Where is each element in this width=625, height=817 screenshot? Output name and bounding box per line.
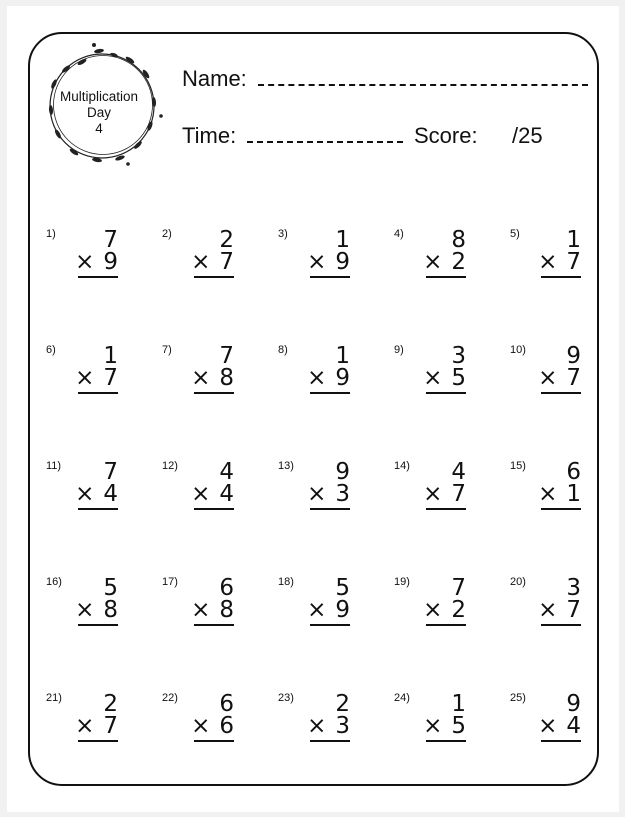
multiplier: 7 [451, 481, 466, 507]
multiplicand: 9 [566, 691, 581, 717]
answer-line [78, 624, 118, 626]
multiplicand: 6 [566, 459, 581, 485]
answer-line [310, 624, 350, 626]
multiplier-row [307, 366, 350, 390]
problem-number: 16) [46, 576, 62, 588]
problem-item [278, 692, 350, 762]
badge-day: Day [86, 105, 111, 120]
problem-number: 11) [46, 460, 62, 472]
times-sign: × [191, 597, 211, 623]
multiplier: 7 [103, 713, 118, 739]
problem-number: 20) [510, 576, 526, 588]
times-sign: × [423, 713, 443, 739]
multiplier: 8 [219, 365, 234, 391]
multiplier: 5 [451, 713, 466, 739]
problem-item [162, 344, 234, 414]
multiplicand: 4 [451, 459, 466, 485]
problem-item [510, 692, 581, 762]
times-sign: × [75, 481, 95, 507]
problem-item [46, 692, 118, 762]
problem-number: 21) [46, 692, 62, 704]
multiplier-row [75, 714, 118, 738]
multiplicand: 8 [451, 227, 466, 253]
problem-item [278, 576, 350, 646]
problem-item [46, 460, 118, 530]
multiplier-row [75, 598, 118, 622]
multiplicand: 1 [566, 227, 581, 253]
times-sign: × [75, 713, 95, 739]
multiplier: 7 [103, 365, 118, 391]
multiplicand: 1 [451, 691, 466, 717]
multiplicand: 5 [335, 575, 350, 601]
multiplier: 4 [566, 713, 581, 739]
problem-number: 7) [162, 344, 172, 356]
score-total: /25 [512, 123, 543, 148]
multiplicand: 9 [335, 459, 350, 485]
answer-line [78, 508, 118, 510]
problem-item [510, 228, 581, 298]
multiplicand: 6 [219, 691, 234, 717]
name-label: Name: [182, 66, 247, 91]
multiplicand: 7 [103, 459, 118, 485]
multiplier-row [307, 714, 350, 738]
answer-line [78, 276, 118, 278]
answer-line [541, 392, 581, 394]
multiplier: 5 [451, 365, 466, 391]
problem-item [394, 228, 466, 298]
problem-item [278, 344, 350, 414]
answer-line [310, 276, 350, 278]
name-field[interactable] [258, 84, 588, 86]
problem-number: 10) [510, 344, 526, 356]
multiplier: 2 [451, 597, 466, 623]
multiplicand: 3 [451, 343, 466, 369]
day-badge [44, 89, 154, 137]
problem-number: 23) [278, 692, 294, 704]
answer-line [541, 276, 581, 278]
multiplicand: 5 [103, 575, 118, 601]
multiplier: 6 [219, 713, 234, 739]
multiplier: 4 [103, 481, 118, 507]
multiplicand: 9 [566, 343, 581, 369]
times-sign: × [423, 481, 443, 507]
multiplier-row [75, 250, 118, 274]
answer-line [426, 392, 466, 394]
multiplier-row [191, 714, 234, 738]
times-sign: × [191, 365, 211, 391]
times-sign: × [307, 365, 327, 391]
times-sign: × [75, 249, 95, 275]
problem-number: 4) [394, 228, 404, 240]
time-field[interactable] [247, 141, 403, 143]
problem-item [162, 692, 234, 762]
multiplicand: 7 [219, 343, 234, 369]
multiplier: 7 [566, 365, 581, 391]
multiplier-row [307, 482, 350, 506]
problem-number: 9) [394, 344, 404, 356]
problem-item [278, 460, 350, 530]
answer-line [541, 740, 581, 742]
answer-line [194, 740, 234, 742]
badge-number: 4 [95, 121, 103, 136]
multiplier: 9 [103, 249, 118, 275]
multiplier-row [191, 250, 234, 274]
problem-item [162, 228, 234, 298]
problem-item [46, 228, 118, 298]
time-label: Time: [182, 123, 237, 148]
answer-line [194, 392, 234, 394]
answer-line [310, 392, 350, 394]
multiplier: 2 [451, 249, 466, 275]
times-sign: × [191, 713, 211, 739]
problem-number: 2) [162, 228, 172, 240]
problem-number: 6) [46, 344, 56, 356]
problem-number: 3) [278, 228, 288, 240]
times-sign: × [423, 365, 443, 391]
problem-item [46, 344, 118, 414]
answer-line [426, 624, 466, 626]
multiplier-row [75, 482, 118, 506]
problem-item [510, 576, 581, 646]
problem-number: 13) [278, 460, 294, 472]
multiplicand: 4 [219, 459, 234, 485]
multiplier-row [423, 250, 466, 274]
multiplier-row [423, 482, 466, 506]
problem-number: 22) [162, 692, 178, 704]
answer-line [426, 508, 466, 510]
times-sign: × [538, 365, 558, 391]
multiplier-row [307, 250, 350, 274]
problem-item [278, 228, 350, 298]
answer-line [310, 508, 350, 510]
multiplier: 7 [566, 249, 581, 275]
answer-line [194, 624, 234, 626]
problem-number: 14) [394, 460, 410, 472]
multiplicand: 6 [219, 575, 234, 601]
answer-line [541, 508, 581, 510]
problem-item [162, 576, 234, 646]
times-sign: × [191, 481, 211, 507]
problem-item [394, 460, 466, 530]
times-sign: × [538, 597, 558, 623]
times-sign: × [75, 597, 95, 623]
multiplier-row [538, 598, 581, 622]
multiplier-row [423, 366, 466, 390]
answer-line [426, 740, 466, 742]
times-sign: × [307, 713, 327, 739]
times-sign: × [307, 249, 327, 275]
problem-item [394, 692, 466, 762]
answer-line [310, 740, 350, 742]
multiplier-row [191, 366, 234, 390]
multiplier-row [538, 366, 581, 390]
badge-title: Multiplication [59, 89, 139, 104]
problem-item [46, 576, 118, 646]
multiplier: 9 [335, 597, 350, 623]
problem-item [394, 344, 466, 414]
multiplier-row [307, 598, 350, 622]
problem-item [162, 460, 234, 530]
problem-number: 17) [162, 576, 178, 588]
multiplier-row [423, 598, 466, 622]
multiplicand: 7 [451, 575, 466, 601]
times-sign: × [538, 713, 558, 739]
multiplicand: 1 [335, 343, 350, 369]
times-sign: × [423, 597, 443, 623]
answer-line [541, 624, 581, 626]
times-sign: × [75, 365, 95, 391]
multiplicand: 2 [219, 227, 234, 253]
times-sign: × [307, 481, 327, 507]
problem-number: 18) [278, 576, 294, 588]
multiplier: 7 [566, 597, 581, 623]
multiplicand: 7 [103, 227, 118, 253]
multiplier: 9 [335, 249, 350, 275]
multiplier: 3 [335, 481, 350, 507]
answer-line [194, 508, 234, 510]
problem-number: 5) [510, 228, 520, 240]
multiplier: 8 [103, 597, 118, 623]
problem-item [510, 460, 581, 530]
multiplicand: 1 [335, 227, 350, 253]
multiplier-row [538, 714, 581, 738]
times-sign: × [191, 249, 211, 275]
times-sign: × [538, 481, 558, 507]
problem-number: 24) [394, 692, 410, 704]
answer-line [426, 276, 466, 278]
problem-number: 1) [46, 228, 56, 240]
times-sign: × [423, 249, 443, 275]
multiplicand: 1 [103, 343, 118, 369]
problem-number: 25) [510, 692, 526, 704]
multiplier: 9 [335, 365, 350, 391]
problem-number: 15) [510, 460, 526, 472]
multiplicand: 2 [335, 691, 350, 717]
multiplicand: 3 [566, 575, 581, 601]
score-label: Score: [414, 123, 478, 148]
multiplier: 8 [219, 597, 234, 623]
multiplier: 4 [219, 481, 234, 507]
problem-number: 19) [394, 576, 410, 588]
multiplier-row [423, 714, 466, 738]
multiplier: 3 [335, 713, 350, 739]
problem-number: 8) [278, 344, 288, 356]
answer-line [78, 392, 118, 394]
times-sign: × [307, 597, 327, 623]
problem-number: 12) [162, 460, 178, 472]
multiplicand: 2 [103, 691, 118, 717]
problem-item [510, 344, 581, 414]
multiplier-row [75, 366, 118, 390]
multiplier-row [538, 482, 581, 506]
multiplier: 1 [566, 481, 581, 507]
multiplier-row [191, 598, 234, 622]
problem-item [394, 576, 466, 646]
answer-line [194, 276, 234, 278]
times-sign: × [538, 249, 558, 275]
multiplier-row [191, 482, 234, 506]
multiplier-row [538, 250, 581, 274]
answer-line [78, 740, 118, 742]
multiplier: 7 [219, 249, 234, 275]
